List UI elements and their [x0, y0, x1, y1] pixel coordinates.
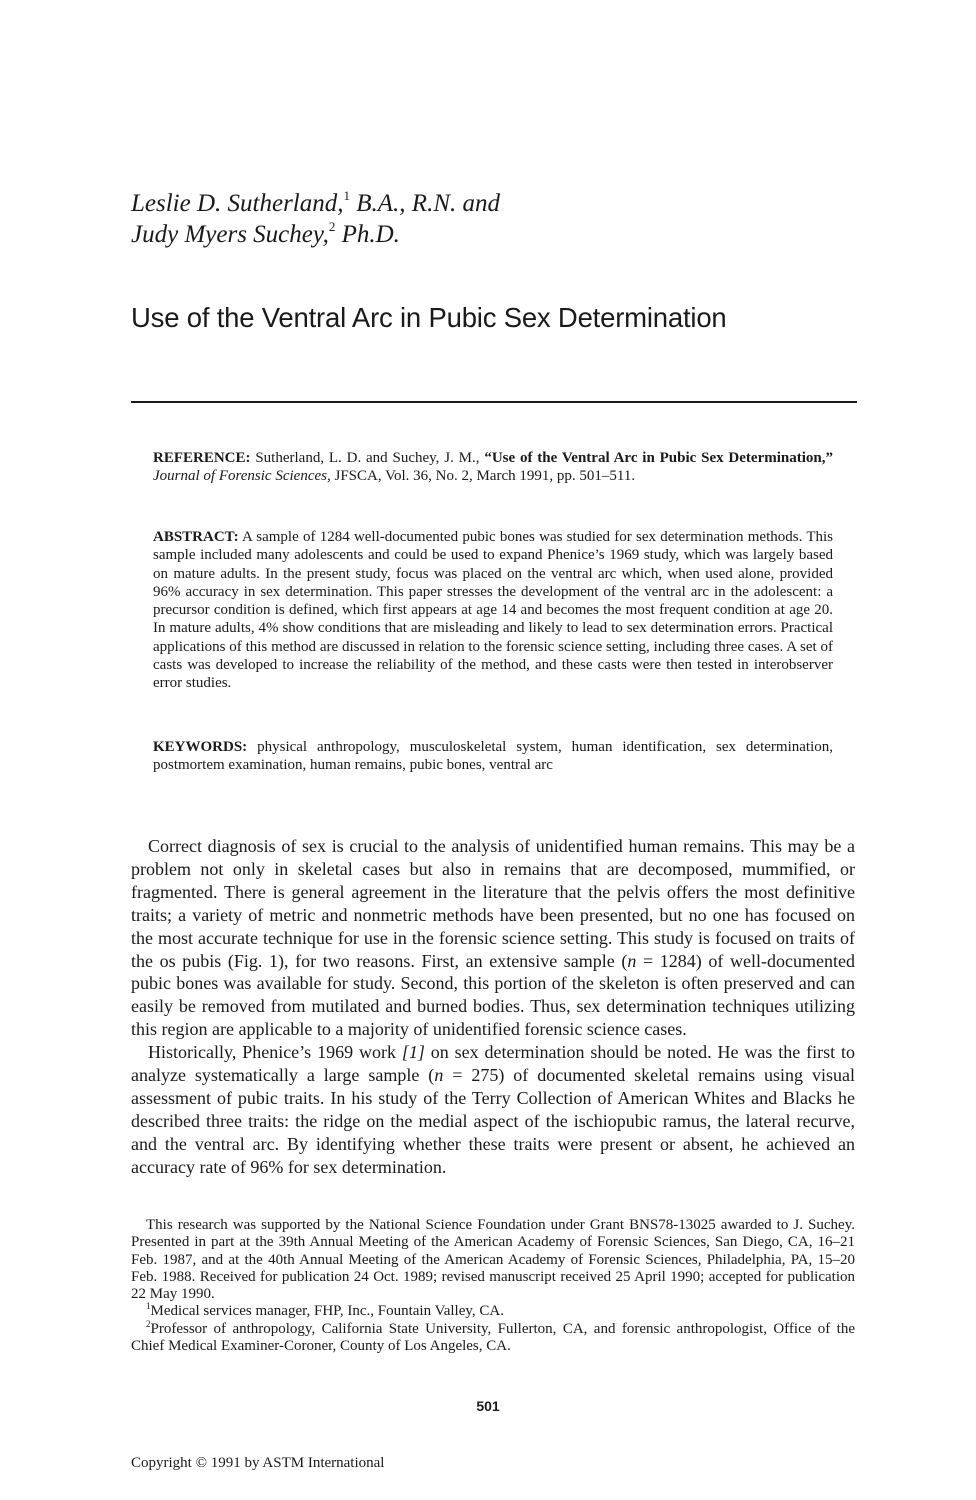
keywords-text: physical anthropology, musculoskeletal system, human identification, sex determination, postmortem examination, human remains, pubic bones, ventral arc — [153, 739, 833, 774]
author-block — [131, 188, 500, 250]
author-footnote-mark-1: 1 — [343, 188, 350, 203]
funding-footnote: This research was supported by the National Science Foundation under Grant BNS78-13025 awarded to J. Suchey. Presented in part at the 39th Annual Meeting of the American Academy of Forensic Sciences, San Diego, CA, 16–21 Feb. 1987, and at the 40th Annual Meeting of the American Academy of Forensic Sciences, Philadelphia, PA, 15–20 Feb. 1988. Received for publication 24 Oct. 1989; revised manuscript received 25 April 1990; accepted for publication 22 May 1990. — [131, 1217, 855, 1303]
abstract-text: A sample of 1284 well-documented pubic bones was studied for sex determination methods. This sample included many adolescents and could be used to expand Phenice’s 1969 study, which was largely based on mature adults. In the present study, focus was placed on the ventral arc which, when used alone, provided 96% accuracy in sex determination. This paper stresses the development of the ventral arc in the adolescent: a precursor condition is defined, which first appears at age 14 and becomes the most frequent condition at age 20. In mature adults, 4% show conditions that are misleading and likely to lead to sex determination errors. Practical applications of this method are discussed in relation to the forensic science setting, including three cases. A set of casts was developed to increase the reliability of the method, and these casts were then tested in interobserver error studies. — [153, 529, 833, 692]
author-name-2: Judy Myers Suchey, — [131, 221, 329, 248]
footnote-1-text: Medical services manager, FHP, Inc., Fountain Valley, CA. — [150, 1303, 504, 1320]
author-line-1 — [131, 188, 500, 219]
footnotes — [131, 1217, 855, 1355]
author-degrees-2: Ph.D. — [335, 221, 400, 248]
body-p2-variable: n — [434, 1065, 444, 1086]
body-p1-text-b: = 1284) of well-documented pubic bones was available for study. Second, this portion of the skeleton is often preserved and can easily be removed from mutilated and burned bodies. Thus, sex determination techniques utilizing this region are applicable to a majority of unidentified forensic science cases. — [131, 950, 855, 1040]
footnote-2 — [131, 1318, 855, 1356]
keywords-label: KEYWORDS: — [153, 739, 248, 755]
body-p1-variable: n — [627, 950, 637, 971]
body-p1-text-a: Correct diagnosis of sex is crucial to the analysis of unidentified human remains. This may be a problem not only in skeletal cases but also in remains that are decomposed, mummified, or fragmented. There is general agreement in the literature that the pelvis offers the most definitive traits; a variety of metric and nonmetric methods have been presented, but no one has focused on the most accurate technique for use in the forensic science setting. This study is focused on traits of the os pubis (Fig. 1), for two reasons. First, an extensive sample ( — [131, 836, 855, 971]
body-p2-text-b: on sex determination should be noted. He was the first to analyze systematically a large sample ( — [131, 1042, 856, 1086]
author-degrees-1: B.A., R.N. and — [350, 190, 500, 217]
body-p2-text-c: = 275) of documented skeletal remains using visual assessment of pubic traits. In his study of the Terry Collection of American Whites and Blacks he described three traits: the ridge on the medial aspect of the ischiopubic ramus, the lateral recurve, and the ventral arc. By identifying whether these traits were present or absent, he achieved an accuracy rate of 96% for sex determination. — [131, 1065, 855, 1177]
reference-details: JFSCA, Vol. 36, No. 2, March 1991, pp. 501–511. — [330, 468, 636, 485]
body-text — [131, 835, 855, 1179]
reference-paragraph — [153, 449, 833, 486]
footnote-1 — [131, 1303, 855, 1320]
reference-article-title: “Use of the Ventral Arc in Pubic Sex Determination,” — [484, 450, 833, 466]
author-name-1: Leslie D. Sutherland, — [131, 190, 344, 217]
reference-authors: Sutherland, L. D. and Suchey, J. M., — [250, 450, 485, 466]
footnote-1-mark: 1 — [146, 1301, 151, 1312]
author-footnote-mark-2: 2 — [328, 219, 336, 234]
keywords-paragraph — [153, 738, 833, 775]
body-p2-text-a: Historically, Phenice’s 1969 work — [148, 1042, 402, 1063]
body-paragraph-2 — [131, 1041, 855, 1178]
body-paragraph-1 — [131, 835, 855, 1041]
abstract-label: ABSTRACT: — [153, 529, 239, 545]
author-line-2 — [131, 219, 500, 250]
reference-label: REFERENCE: — [153, 450, 251, 466]
reference-journal: Journal of Forensic Sciences, — [153, 468, 331, 485]
abstract-paragraph — [153, 528, 833, 693]
copyright-notice: Copyright © 1991 by ASTM International — [131, 1455, 385, 1471]
article-title: Use of the Ventral Arc in Pubic Sex Determination — [131, 302, 727, 333]
footnote-2-text: Professor of anthropology, California State University, Fullerton, CA, and forensic anthropologist, Office of the Chief Medical Examiner-Coroner, County of Los Angeles, CA. — [131, 1320, 855, 1355]
body-p2-citation: [1] — [401, 1042, 425, 1063]
title-divider — [131, 401, 857, 403]
footnote-2-mark: 2 — [146, 1318, 151, 1329]
page-number: 501 — [476, 1398, 500, 1414]
